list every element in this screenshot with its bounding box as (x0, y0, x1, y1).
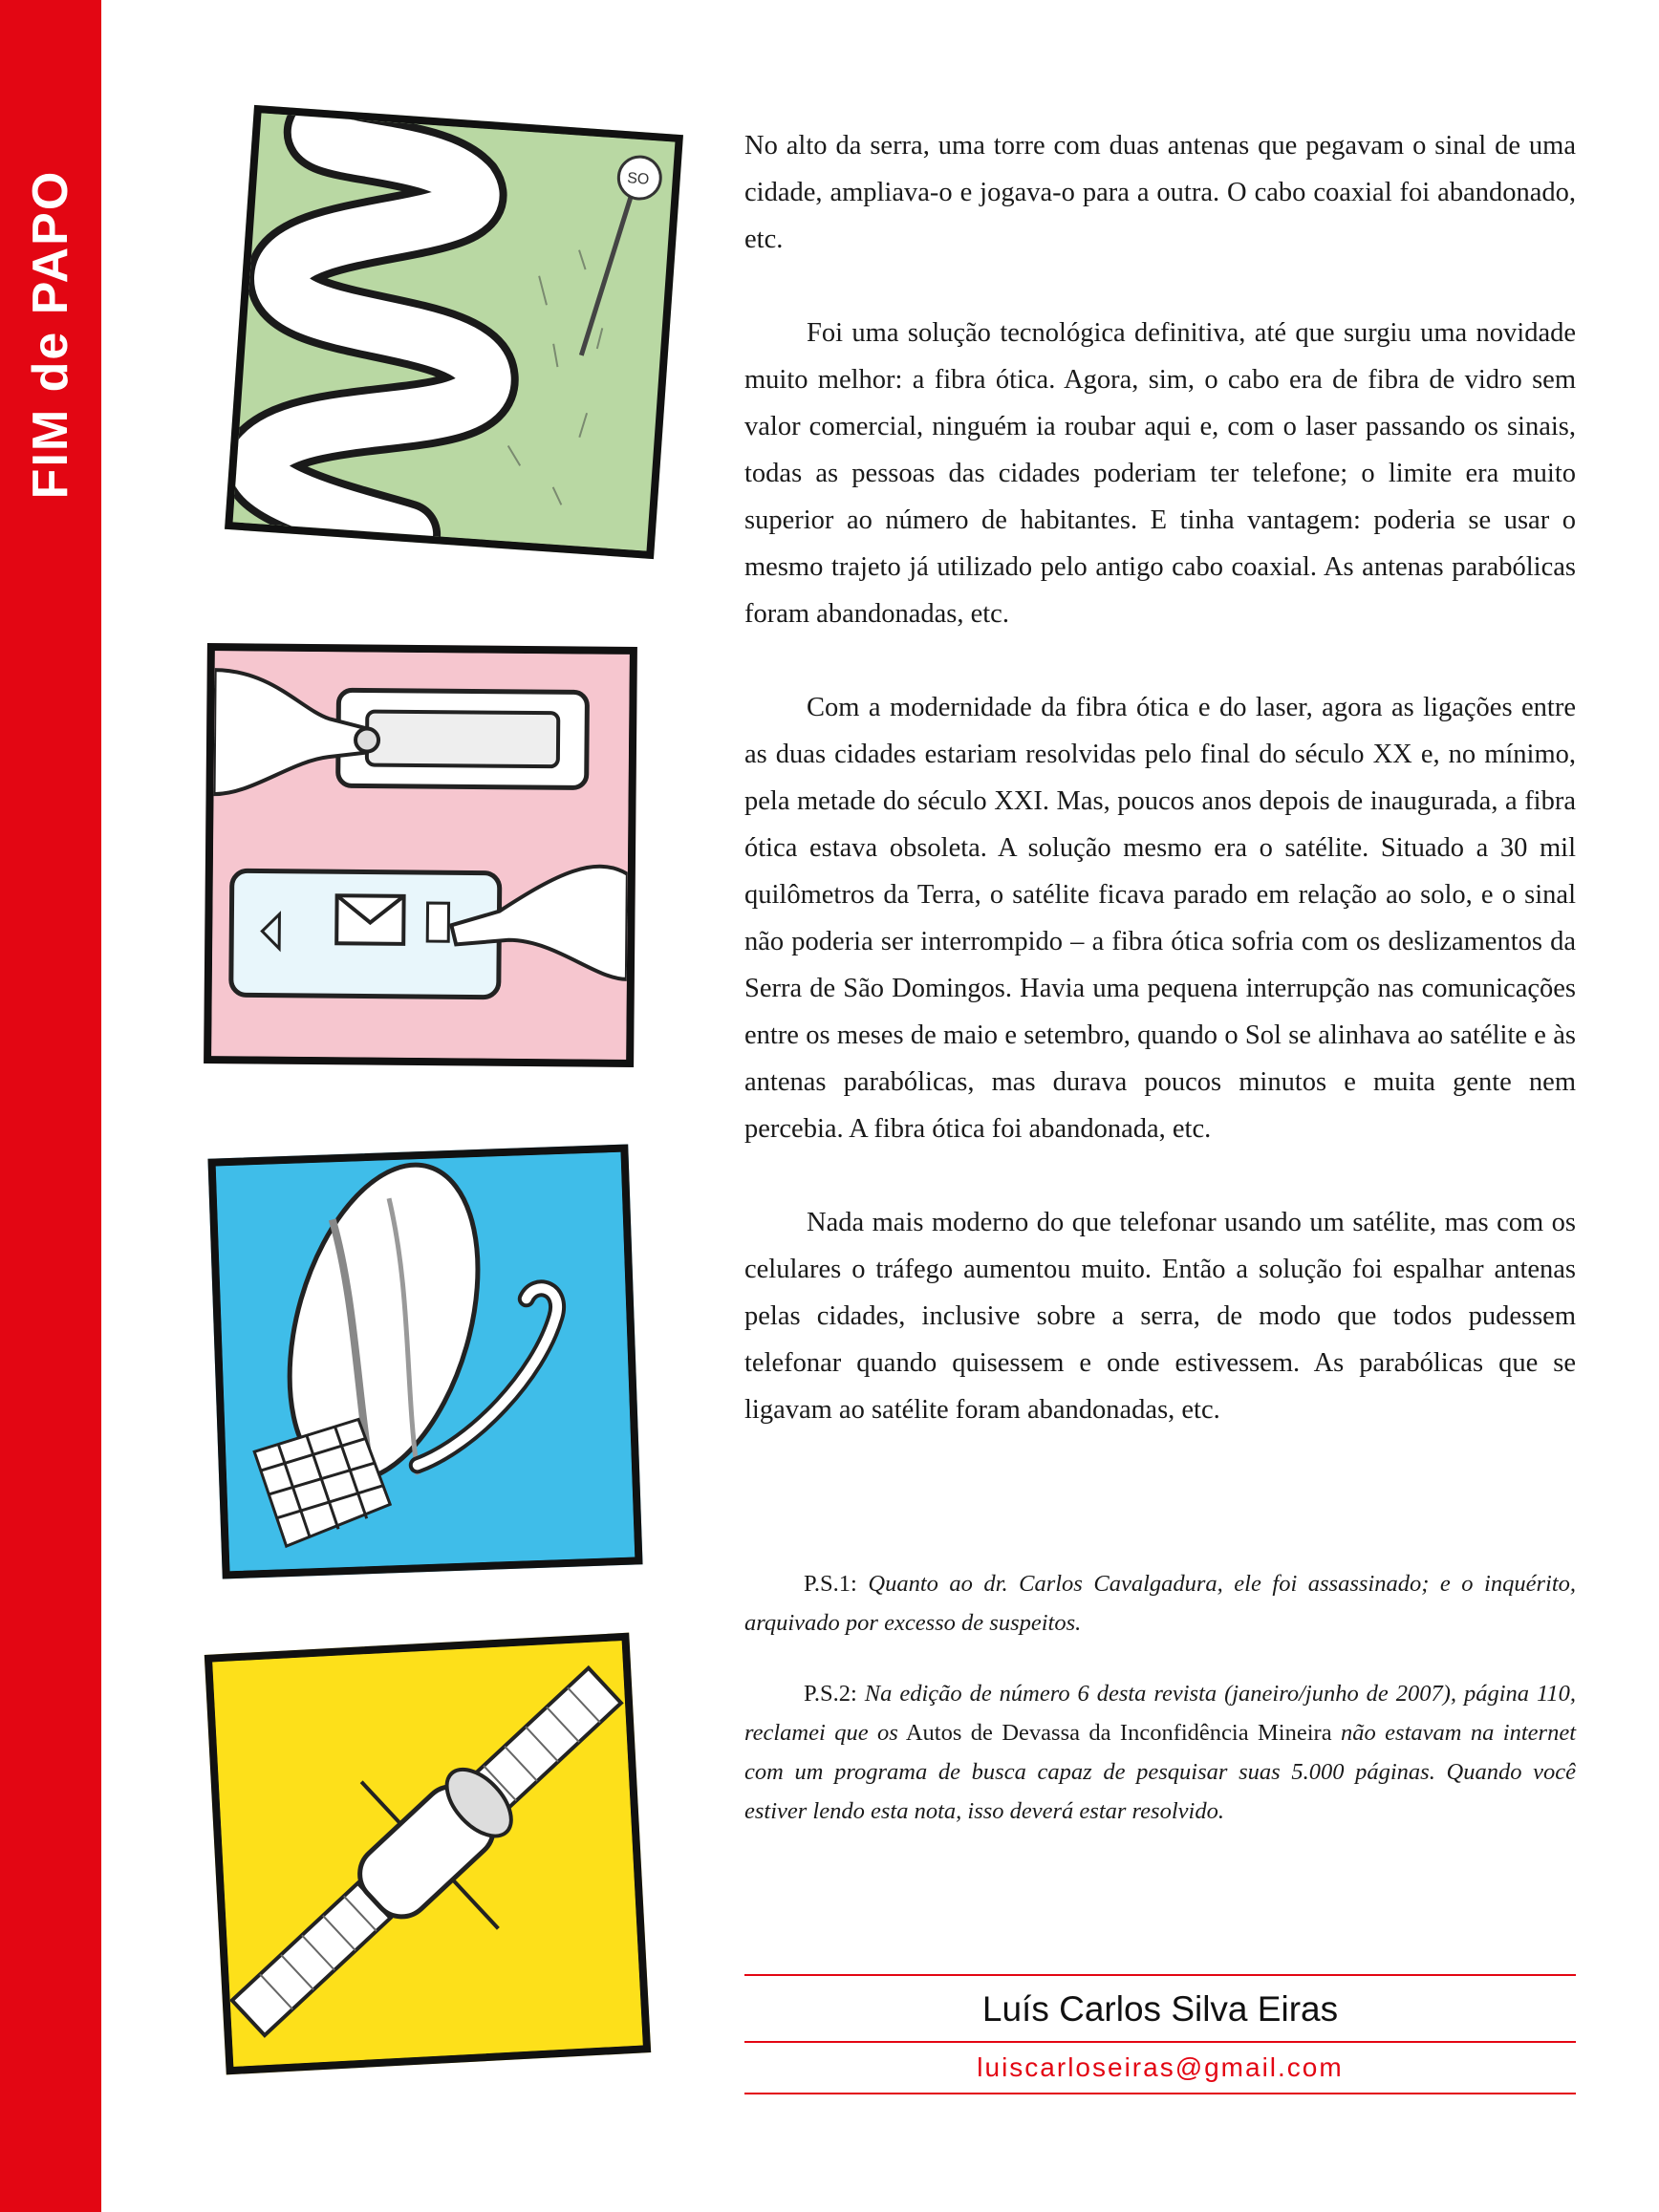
satellite-icon (212, 1641, 643, 2067)
divider-middle (744, 2041, 1576, 2043)
sidebar (0, 0, 101, 2212)
ps2-text-a: Na edição de número 6 desta revista (janeiro/junho de 2007), página 110, reclamei que os (744, 1681, 1577, 1746)
ps2-title: Autos de Devassa da Inconfidência Mineira (905, 1720, 1332, 1746)
paragraph: No alto da serra, uma torre com duas antenas que pegavam o sinal de uma cidade, ampliava-o e jogava-o para a outra. O cabo coaxial foi abandonado, etc. (744, 131, 1576, 254)
winding-road-icon (233, 113, 676, 550)
article-body (744, 122, 1576, 1480)
sign-text: SO (626, 170, 650, 188)
illustration-road (225, 105, 683, 559)
ps2-label: P.S.2: (804, 1681, 857, 1707)
phone-switch-icon (211, 651, 630, 1060)
paragraph: Nada mais moderno do que telefonar usando um satélite, mas com os celulares o tráfego aumentou muito. Então a solução foi espalhar antenas pelas cidades, inclusive sobre a serra, de modo que todos pudessem telefonar quando quisessem e onde estivessem. As parabólicas que se ligavam ao satélite foram abandonadas, etc. (744, 1208, 1576, 1425)
ps1-label: P.S.1: (804, 1571, 857, 1597)
ps1-text: Quanto ao dr. Carlos Cavalgadura, ele foi assassinado; e o inquérito, arquivado por excesso de suspeitos. (744, 1571, 1577, 1636)
postscript-2 (744, 1674, 1576, 1831)
paragraph: Com a modernidade da fibra ótica e do laser, agora as ligações entre as duas cidades estariam resolvidas pelo final do século XX e, no mínimo, pela metade do século XXI. Mas, poucos anos depois de inaugurada, a fibra ótica estava obsoleta. A solução mesmo era o satélite. Situado a 30 mil quilômetros da Terra, o satélite ficava parado em relação ao solo, e o sinal não poderia ser interrompido – a fibra ótica sofria com os deslizamentos da Serra de São Domingos. Havia uma pequena interrupção nas comunicações entre os meses de maio e setembro, quando o Sol se alinhava ao satélite e às antenas parabólicas, mas durava poucos minutos e muita gente nem percebia. A fibra ótica foi abandonada, etc. (744, 693, 1576, 1144)
illustration-phone (204, 643, 637, 1067)
postscript-1 (744, 1564, 1576, 1643)
ps2-text-b: não estavam na internet com um programa de busca capaz de pesquisar suas 5.000 páginas. Quando você estiver lendo esta nota, isso deverá estar resolvido. (744, 1720, 1576, 1824)
satellite-dish-icon (216, 1152, 636, 1572)
illustration-dish (207, 1144, 642, 1578)
paragraph: Foi uma solução tecnológica definitiva, até que surgiu uma novidade muito melhor: a fibra ótica. Agora, sim, o cabo era de fibra de vidro sem valor comercial, ninguém ia roubar aqui e, com o laser passando os sinais, todas as pessoas das cidades poderiam ter telefone; o limite era muito superior ao número de habitantes. E tinha vantagem: poderia se usar o mesmo trajeto já utilizado pelo antigo cabo coaxial. As antenas parabólicas foram abandonadas, etc. (744, 318, 1576, 629)
illustration-satellite (205, 1633, 651, 2075)
author-email[interactable]: luiscarloseiras@gmail.com (977, 2052, 1344, 2082)
author-name: Luís Carlos Silva Eiras (981, 1989, 1339, 2029)
section-title: FIM de PAPO (23, 169, 78, 500)
divider-top (744, 1974, 1576, 1976)
divider-bottom (744, 2093, 1576, 2094)
